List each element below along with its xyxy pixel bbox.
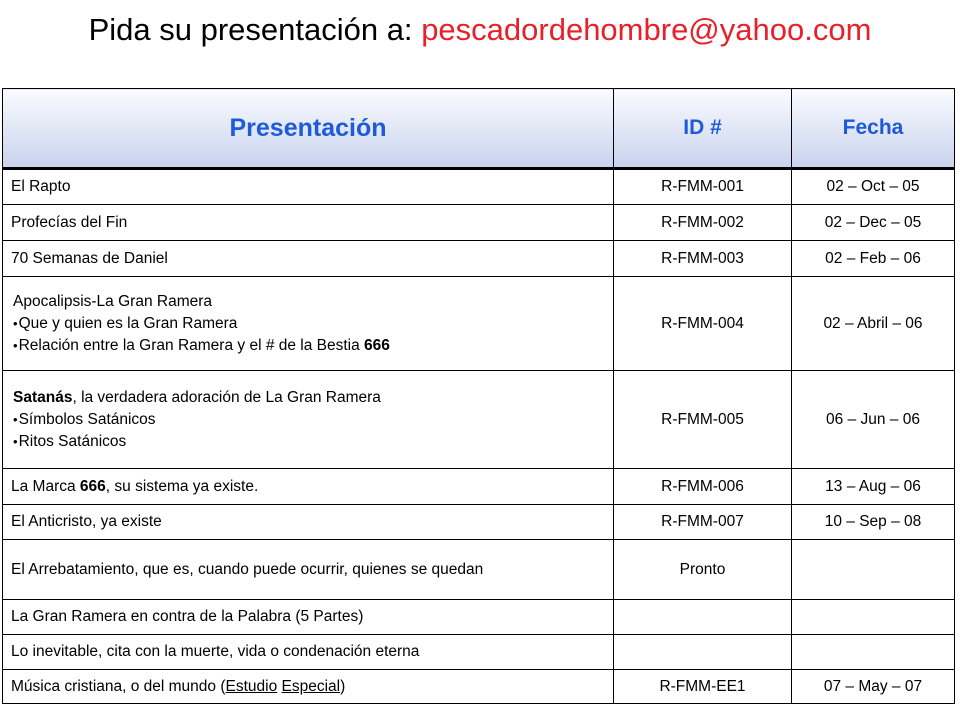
cell-date bbox=[792, 635, 955, 670]
bullet-text: Que y quien es la Gran Ramera bbox=[18, 314, 238, 332]
title-pre: Música cristiana, o del mundo ( bbox=[11, 677, 226, 695]
cell-id: R-FMM-EE1 bbox=[614, 670, 792, 704]
cell-date: 13 – Aug – 06 bbox=[792, 469, 955, 505]
cell-date: 02 – Feb – 06 bbox=[792, 241, 955, 277]
table-row bbox=[3, 540, 955, 600]
cell-date: 10 – Sep – 08 bbox=[792, 505, 955, 540]
bullet-item bbox=[11, 409, 605, 431]
title-rest: , la verdadera adoración de La Gran Ramera bbox=[72, 388, 381, 406]
page-header bbox=[0, 12, 960, 48]
cell-id: R-FMM-003 bbox=[614, 241, 792, 277]
cell-title-main: Apocalipsis-La Gran Ramera bbox=[13, 292, 213, 310]
cell-title: Lo inevitable, cita con la muerte, vida o condenación eterna bbox=[3, 635, 614, 670]
bullet-text: Ritos Satánicos bbox=[18, 432, 127, 450]
cell-id: R-FMM-004 bbox=[614, 277, 792, 371]
presentations-table-container bbox=[2, 88, 958, 704]
title-rest: ) bbox=[340, 677, 346, 695]
presentations-table bbox=[2, 88, 955, 704]
cell-date: 02 – Abril – 06 bbox=[792, 277, 955, 371]
cell-title bbox=[3, 277, 614, 371]
cell-title: La Gran Ramera en contra de la Palabra (5 Partes) bbox=[3, 600, 614, 635]
cell-id: R-FMM-005 bbox=[614, 371, 792, 469]
bullet-bold-number: 666 bbox=[364, 336, 390, 354]
cell-id: R-FMM-001 bbox=[614, 169, 792, 205]
cell-title: El Rapto bbox=[3, 169, 614, 205]
bullet-text: Símbolos Satánicos bbox=[18, 410, 156, 428]
title-bold-part: Satanás bbox=[13, 388, 73, 406]
column-header-fecha: Fecha bbox=[792, 89, 955, 169]
cell-date: 07 – May – 07 bbox=[792, 670, 955, 704]
bullet-text: Relación entre la Gran Ramera y el # de la Bestia bbox=[18, 336, 365, 354]
column-header-presentacion: Presentación bbox=[3, 89, 614, 169]
bullet-icon: • bbox=[13, 315, 18, 331]
contact-email-link[interactable]: pescadordehombre@yahoo.com bbox=[421, 12, 872, 47]
bullet-item bbox=[11, 431, 605, 453]
bullet-item bbox=[11, 335, 605, 357]
cell-id: R-FMM-002 bbox=[614, 205, 792, 241]
bullet-icon: • bbox=[13, 411, 18, 427]
especial-link[interactable]: Especial bbox=[281, 677, 341, 695]
table-row bbox=[3, 169, 955, 205]
cell-id: Pronto bbox=[614, 540, 792, 600]
estudio-link[interactable]: Estudio bbox=[225, 677, 278, 695]
cell-date: 06 – Jun – 06 bbox=[792, 371, 955, 469]
table-row bbox=[3, 505, 955, 540]
cell-title: El Arrebatamiento, que es, cuando puede ocurrir, quienes se quedan bbox=[3, 540, 614, 600]
table-row bbox=[3, 277, 955, 371]
cell-title bbox=[3, 670, 614, 704]
bullet-item bbox=[11, 313, 605, 335]
cell-title bbox=[3, 469, 614, 505]
table-row bbox=[3, 205, 955, 241]
bullet-icon: • bbox=[13, 337, 18, 353]
table-header-row bbox=[3, 89, 955, 169]
cell-title-main bbox=[11, 387, 605, 409]
cell-date: 02 – Oct – 05 bbox=[792, 169, 955, 205]
table-row bbox=[3, 670, 955, 704]
cell-date bbox=[792, 540, 955, 600]
table-row bbox=[3, 241, 955, 277]
column-header-id: ID # bbox=[614, 89, 792, 169]
cell-date bbox=[792, 600, 955, 635]
bullet-icon: • bbox=[13, 433, 18, 449]
table-row bbox=[3, 635, 955, 670]
cell-title: 70 Semanas de Daniel bbox=[3, 241, 614, 277]
title-rest: , su sistema ya existe. bbox=[105, 477, 259, 495]
cell-id bbox=[614, 635, 792, 670]
cell-date: 02 – Dec – 05 bbox=[792, 205, 955, 241]
cell-title: El Anticristo, ya existe bbox=[3, 505, 614, 540]
cell-title bbox=[3, 371, 614, 469]
table-row bbox=[3, 371, 955, 469]
title-bold-part: 666 bbox=[79, 477, 106, 495]
cell-id: R-FMM-007 bbox=[614, 505, 792, 540]
title-pre: La Marca bbox=[11, 477, 80, 495]
cell-id: R-FMM-006 bbox=[614, 469, 792, 505]
table-row bbox=[3, 469, 955, 505]
cell-id bbox=[614, 600, 792, 635]
cell-title: Profecías del Fin bbox=[3, 205, 614, 241]
header-prefix: Pida su presentación a: bbox=[88, 12, 413, 47]
table-row bbox=[3, 600, 955, 635]
